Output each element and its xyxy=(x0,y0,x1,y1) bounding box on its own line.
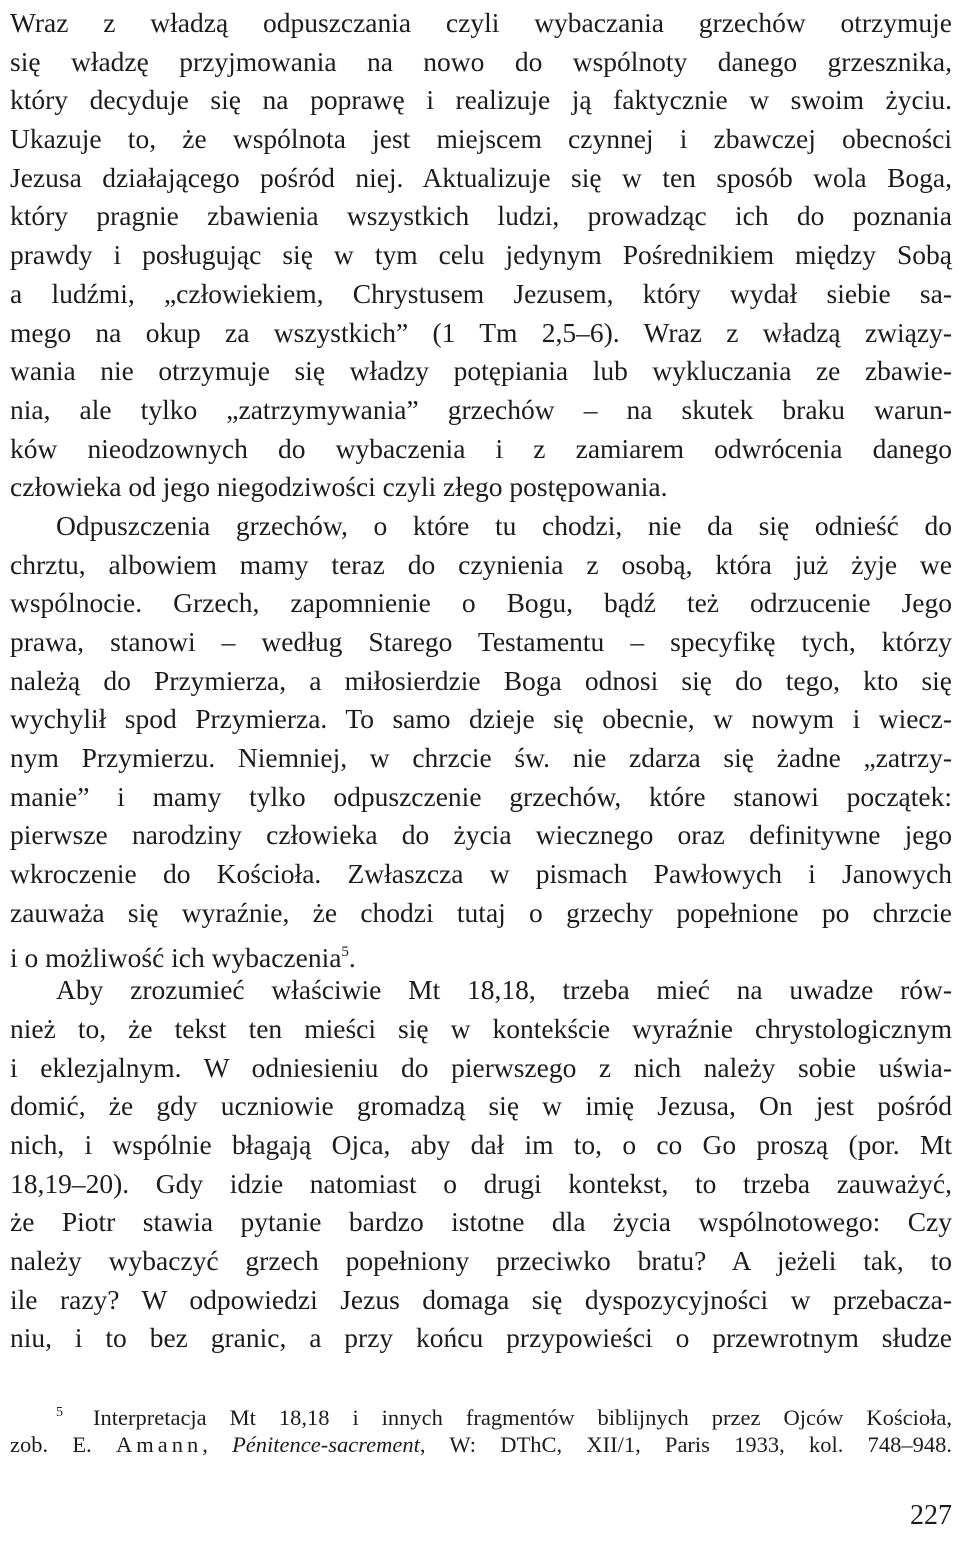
text-line: domić, że gdy uczniowie gromadzą się w imię Jezusa, On jest pośród xyxy=(10,1090,952,1122)
footnote xyxy=(10,1397,952,1461)
text-line: Odpuszczenia grzechów, o które tu chodzi, nie da się odnieść do xyxy=(56,509,952,541)
text-line: Wraz z władzą odpuszczania czyli wybaczania grzechów otrzymuje xyxy=(10,7,952,38)
page-number: 227 xyxy=(910,1500,952,1531)
text-line: Ukazuje to, że wspólnota jest miejscem czynnej i zbawczej obecności xyxy=(10,123,952,155)
text-line: prawa, stanowi – według Starego Testamentu – specyfikę tych, którzy xyxy=(10,626,952,657)
text-line: który decyduje się na poprawę i realizuje ją faktycznie w swoim życiu. xyxy=(10,84,952,116)
text-line: prawdy i posługując się w tym celu jedynym Pośrednikiem między Sobą xyxy=(10,239,952,271)
text-line: wania nie otrzymuje się władzy potępiania lub wykluczania ze zbawie- xyxy=(10,355,952,387)
text-line: nież to, że tekst ten mieści się w kontekście wyraźnie chrystologicznym xyxy=(10,1012,952,1044)
text-line: który pragnie zbawienia wszystkich ludzi, prowadząc ich do poznania xyxy=(10,200,952,232)
text-line: się władzę przyjmowania na nowo do wspólnoty danego grzesznika, xyxy=(10,45,952,77)
text-fragment: . xyxy=(348,941,356,973)
text-line: człowieka od jego niegodziwości czyli złego postępowania. xyxy=(10,471,668,503)
text-line: i eklezjalnym. W odniesieniu do pierwszego z nich należy sobie uświa- xyxy=(10,1051,952,1083)
footnote-line xyxy=(10,1429,952,1461)
footnote-line xyxy=(10,1397,952,1429)
text-line: nym Przymierzu. Niemniej, w chrzcie św. nie zdarza się żadne „zatrzy- xyxy=(10,742,952,774)
text-line: chrztu, albowiem mamy teraz do czynienia z osobą, która już żyje we xyxy=(10,548,952,580)
text-line: zauważa się wyraźnie, że chodzi tutaj o grzechy popełnione po chrzcie xyxy=(10,896,952,928)
text-line: wychylił spod Przymierza. To samo dzieje się obecnie, w nowym i wiecz- xyxy=(10,703,952,735)
text-line: mego na okup za wszystkich” (1 Tm 2,5–6). Wraz z władzą związy- xyxy=(10,316,952,348)
text-line: 18,19–20). Gdy idzie natomiast o drugi kontekst, to trzeba zauważyć, xyxy=(10,1167,952,1199)
text-line: nia, ale tylko „zatrzymywania” grzechów – na skutek braku warun- xyxy=(10,393,952,425)
text-line: pierwsze narodziny człowieka do życia wiecznego oraz definitywne jego xyxy=(10,819,952,851)
text-line: ków nieodzownych do wybaczenia i z zamiarem odwrócenia danego xyxy=(10,432,952,464)
footnote-author: Amann xyxy=(115,1432,203,1457)
text-line: należy wybaczyć grzech popełniony przeciwko bratu? A jeżeli tak, to xyxy=(10,1245,952,1276)
footnote-text: zob. E. xyxy=(10,1432,92,1457)
footnote-title: Pénitence-sacrement xyxy=(232,1432,420,1457)
footnote-reference: 5 xyxy=(341,943,349,960)
text-line: Jezusa działającego pośród niej. Aktualizuje się w ten sposób wola Boga, xyxy=(10,161,952,193)
text-line: manie” i mamy tylko odpuszczenie grzechów, które stanowi początek: xyxy=(10,780,952,812)
footnote-number: 5 xyxy=(56,1405,63,1420)
text-line: ile razy? W odpowiedzi Jezus domaga się dyspozycyjności w przebacza- xyxy=(10,1283,952,1315)
text-line: Aby zrozumieć właściwie Mt 18,18, trzeba mieć na uwadze rów- xyxy=(56,974,952,1006)
footnote-text: Interpretacja Mt 18,18 i innych fragmentów biblijnych przez Ojców Kościoła, xyxy=(93,1405,952,1430)
text-line: należą do Przymierza, a miłosierdzie Boga odnosi się do tego, kto się xyxy=(10,664,952,696)
text-line: niu, i to bez granic, a przy końcu przypowieści o przewrotnym słudze xyxy=(10,1322,952,1354)
text-line-with-footnote-ref xyxy=(10,933,952,972)
text-line: a ludźmi, „człowiekiem, Chrystusem Jezusem, który wydał siebie sa- xyxy=(10,277,952,309)
text-line: wspólnocie. Grzech, zapomnienie o Bogu, bądź też odrzucenie Jego xyxy=(10,587,952,619)
body-text xyxy=(10,4,952,1358)
text-line: wkroczenie do Kościoła. Zwłaszcza w pismach Pawłowych i Janowych xyxy=(10,858,952,890)
text-line: że Piotr stawia pytanie bardzo istotne dla życia wspólnotowego: Czy xyxy=(10,1206,952,1238)
text-fragment: i o możliwość ich wybaczenia xyxy=(10,941,342,973)
text-line: nich, i wspólnie błagają Ojca, aby dał im to, o co Go proszą (por. Mt xyxy=(10,1128,952,1160)
footnote-text: , W: DThC, XII/1, Paris 1933, kol. 748–948. xyxy=(419,1432,953,1457)
footnote-text: , xyxy=(202,1432,208,1457)
